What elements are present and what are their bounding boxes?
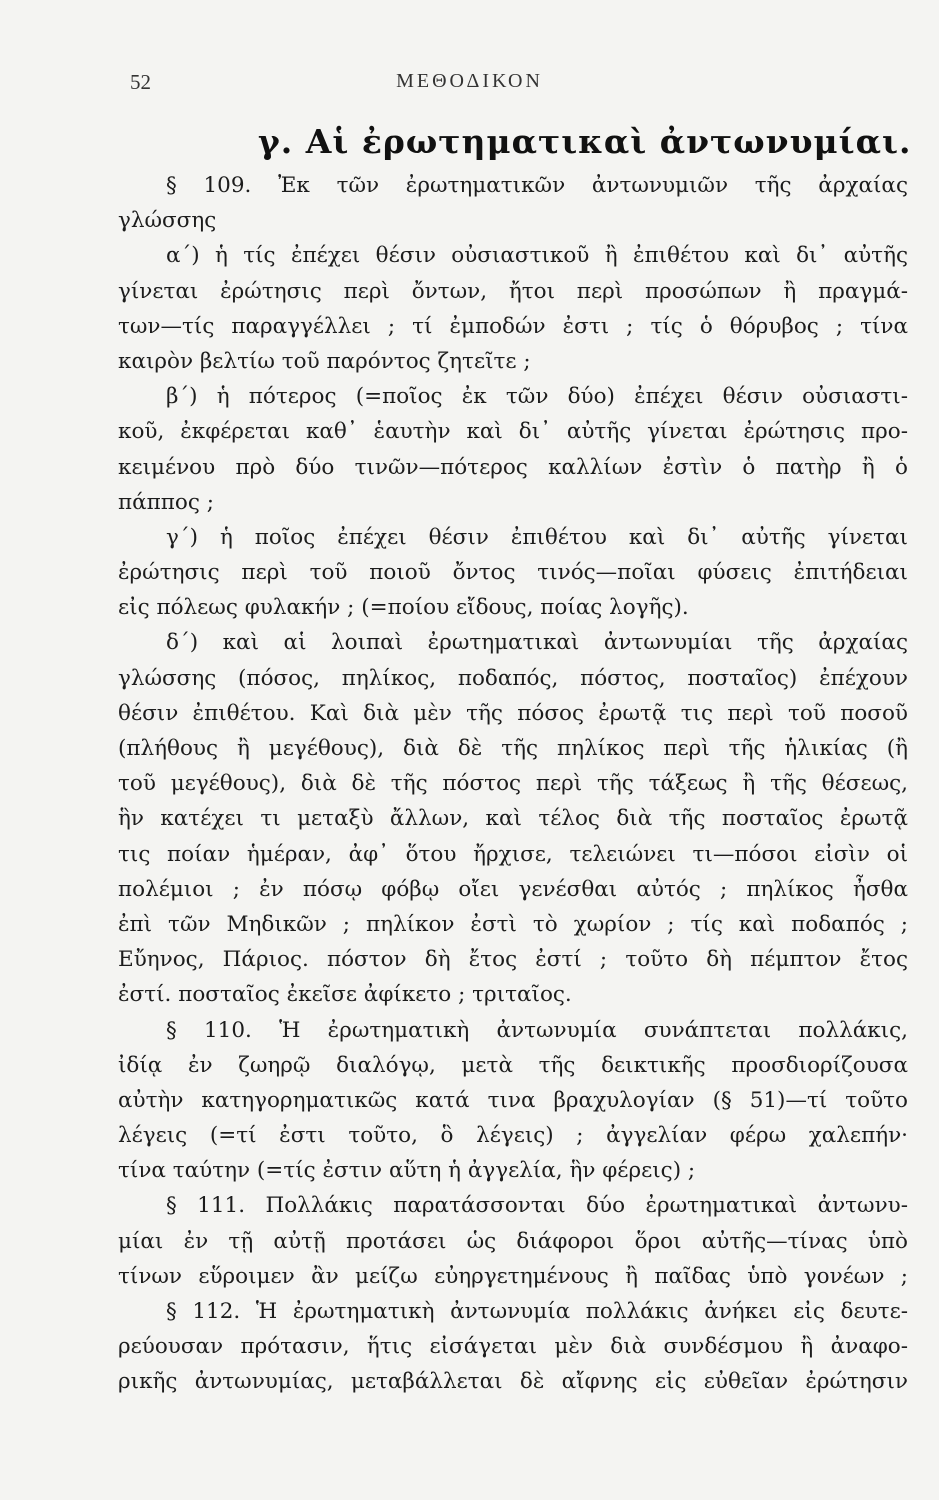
text-line: ἣν κατέχει τι μεταξὺ ἄλλων, καὶ τέλος διὰ τῆς ποσταῖος ἐρωτᾷ: [118, 806, 908, 832]
text-line: ρικῆς ἀντωνυμίας, μεταβάλλεται δὲ αἴφνης εἰς εὐθεῖαν ἐρώτησιν: [118, 1369, 908, 1395]
text-line: ἰδίᾳ ἐν ζωηρῷ διαλόγῳ, μετὰ τῆς δεικτικῆς προσδιορίζουσα: [118, 1052, 908, 1078]
text-line: τις ποίαν ἡμέραν, ἀφ᾿ ὅτου ἤρχισε, τελειώνει τι—πόσοι εἰσὶν οἱ: [118, 841, 908, 867]
text-line: Εὔηνος, Πάριος. πόστον δὴ ἔτος ἐστί ; τοῦτο δὴ πέμπτον ἔτος: [118, 947, 908, 973]
text-line: κειμένου πρὸ δύο τινῶν—πότερος καλλίων ἐστὶν ὁ πατὴρ ἢ ὁ: [118, 454, 908, 480]
text-line: λέγεις (=τί ἐστι τοῦτο, ὃ λέγεις) ; ἀγγελίαν φέρω χαλεπήν·: [118, 1123, 908, 1149]
text-line: καιρὸν βελτίω τοῦ παρόντος ζητεῖτε ;: [118, 348, 531, 374]
text-line: των—τίς παραγγέλλει ; τί ἐμποδών ἐστι ; τίς ὁ θόρυβος ; τίνα: [118, 313, 908, 339]
text-line: § 109. Ἐκ τῶν ἐρωτηματικῶν ἀντωνυμιῶν τῆς ἀρχαίας: [166, 173, 908, 198]
text-line: α΄) ἡ τίς ἐπέχει θέσιν οὐσιαστικοῦ ἢ ἐπιθέτου καὶ δι᾿ αὐτῆς: [166, 243, 908, 269]
body-text: [118, 168, 908, 1400]
text-line: κοῦ, ἐκφέρεται καθ᾿ ἑαυτὴν καὶ δι᾿ αὐτῆς γίνεται ἐρώτησις προ-: [118, 419, 908, 445]
text-line: τίνων εὕροιμεν ἂν μείζω εὐηργετημένους ἢ παῖδας ὑπὸ γονέων ;: [118, 1263, 908, 1289]
text-line: δ΄) καὶ αἱ λοιπαὶ ἐρωτηματικαὶ ἀντωνυμίαι τῆς ἀρχαίας: [166, 630, 908, 656]
text-line: § 111. Πολλάκις παρατάσσονται δύο ἐρωτηματικαὶ ἀντωνυ-: [166, 1193, 908, 1219]
text-line: § 112. Ἡ ἐρωτηματικὴ ἀντωνυμία πολλάκις ἀνήκει εἰς δευτε-: [166, 1299, 908, 1324]
section-heading: γ. Αἱ ἐρωτηματικαὶ ἀντωνυμίαι.: [258, 122, 912, 161]
text-line: εἰς πόλεως φυλακήν ; (=ποίου εἴδους, ποίας λογῆς).: [118, 595, 689, 621]
text-line: τίνα ταύτην (=τίς ἐστιν αὕτη ἡ ἀγγελία, ἣν φέρεις) ;: [118, 1158, 696, 1184]
text-line: αὐτὴν κατηγορηματικῶς κατά τινα βραχυλογίαν (§ 51)—τί τοῦτο: [118, 1087, 908, 1113]
text-line: πάππος ;: [118, 489, 214, 515]
page-header: [130, 70, 809, 100]
text-line: ρεύουσαν πρότασιν, ἥτις εἰσάγεται μὲν διὰ συνδέσμου ἢ ἀναφο-: [118, 1334, 908, 1360]
running-title: ΜΕΘΟΔΙΚΟΝ: [396, 70, 543, 92]
text-line: ἐστί. ποσταῖος ἐκεῖσε ἀφίκετο ; τριταῖος.: [118, 982, 572, 1008]
page-number: 52: [130, 70, 151, 94]
text-line: πολέμιοι ; ἐν πόσῳ φόβῳ οἴει γενέσθαι αὐτός ; πηλίκος ἦσθα: [118, 876, 908, 902]
text-line: ἐπὶ τῶν Μηδικῶν ; πηλίκον ἐστὶ τὸ χωρίον ; τίς καὶ ποδαπός ;: [118, 911, 908, 937]
text-line: θέσιν ἐπιθέτου. Καὶ διὰ μὲν τῆς πόσος ἐρωτᾷ τις περὶ τοῦ ποσοῦ: [118, 700, 908, 726]
text-line: ἐρώτησις περὶ τοῦ ποιοῦ ὄντος τινός—ποῖαι φύσεις ἐπιτήδειαι: [118, 560, 908, 586]
text-line: (πλήθους ἢ μεγέθους), διὰ δὲ τῆς πηλίκος περὶ τῆς ἡλικίας (ἢ: [118, 736, 908, 761]
text-line: γίνεται ἐρώτησις περὶ ὄντων, ἤτοι περὶ προσώπων ἢ πραγμά-: [118, 278, 908, 304]
text-line: γ΄) ἡ ποῖος ἐπέχει θέσιν ἐπιθέτου καὶ δι᾿ αὐτῆς γίνεται: [166, 524, 908, 550]
text-line: μίαι ἐν τῇ αὐτῇ προτάσει ὡς διάφοροι ὅροι αὐτῆς—τίνας ὑπὸ: [118, 1228, 908, 1254]
text-line: τοῦ μεγέθους), διὰ δὲ τῆς πόστος περὶ τῆς τάξεως ἢ τῆς θέσεως,: [118, 771, 908, 797]
text-line: § 110. Ἡ ἐρωτηματικὴ ἀντωνυμία συνάπτεται πολλάκις,: [166, 1017, 908, 1043]
text-line: γλώσσης: [118, 208, 217, 234]
text-line: γλώσσης (πόσος, πηλίκος, ποδαπός, πόστος, ποσταῖος) ἐπέχουν: [118, 665, 908, 691]
text-line: β΄) ἡ πότερος (=ποῖος ἐκ τῶν δύο) ἐπέχει θέσιν οὐσιαστι-: [166, 384, 908, 410]
